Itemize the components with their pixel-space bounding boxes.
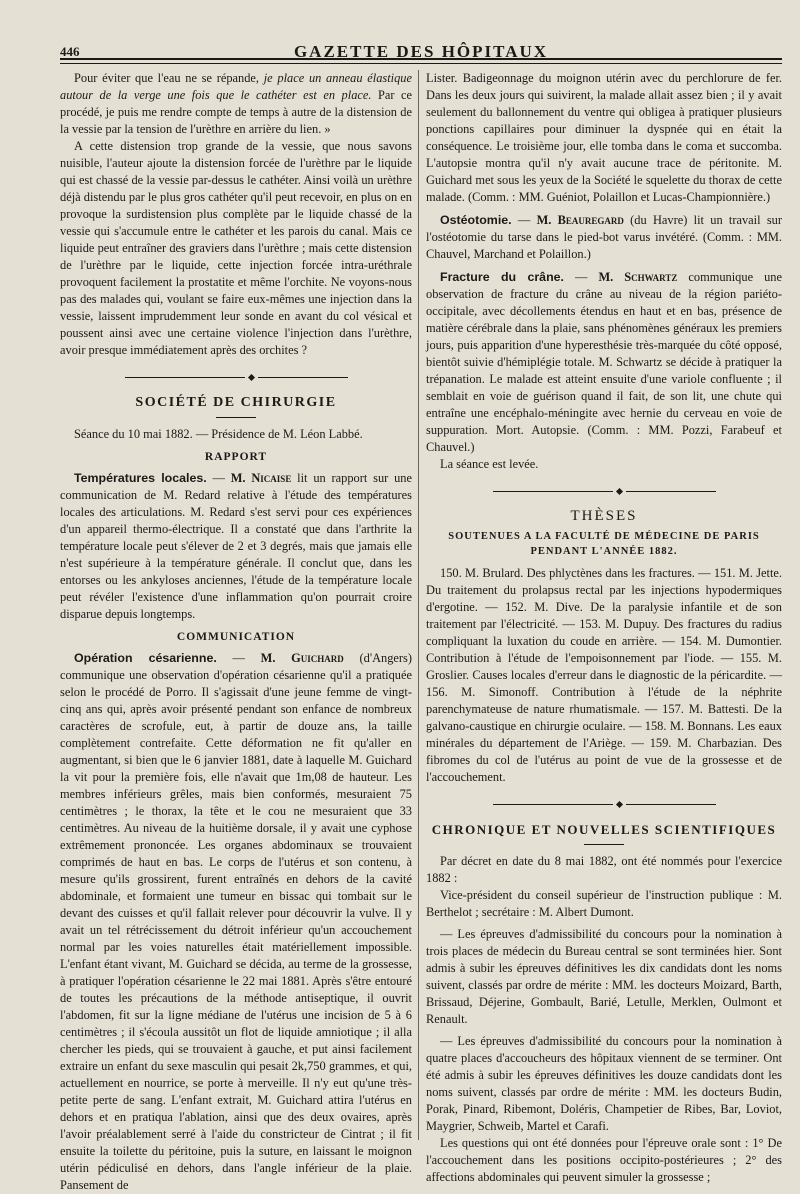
- paragraph-osteotomie: Ostéotomie. — M. Beauregard (du Havre) lit un travail sur l'ostéotomie du tarse dans le pied-bot varus invétéré. (Comm. : MM. Chauvel, Marchand et Polaillon.): [426, 213, 782, 261]
- title-underline: [216, 417, 256, 418]
- paragraph-decret: Par décret en date du 8 mai 1882, ont été nommés pour l'exercice 1882 :: [426, 854, 782, 885]
- header-rule-thin: [60, 63, 782, 64]
- seance-levee: La séance est levée.: [440, 457, 539, 471]
- title-underline: [584, 844, 624, 845]
- paragraph-temperatures: Températures locales. — M. Nicaise lit un rapport sur une communication de M. Redard relative à l'étude des températures locales des articulations. M. Redard s'est servi pour ces expériences d'un appareil thermo-électrique. Il a constaté que dans l'arthrite la température locale peut s'élever de 2 et 3 degrés, mais que jamais elle n'est supérieure à la température générale. Il conclut que, dans les entorses ou les ankyloses anciennes, l'étude de la température locale peut révéler l'existence d'une inflammation qu'on pourrait croire disparue depuis longtemps.: [60, 471, 413, 621]
- column-divider: [418, 70, 419, 1140]
- communication-title: COMMUNICATION: [176, 631, 296, 643]
- rapport-title: RAPPORT: [204, 451, 268, 463]
- paragraph-questions: Les questions qui ont été données pour l'épreuve orale sont : 1° De l'accouchement dans les positions occipito-postérieures ; 2° des affections abdominales qui peuvent simuler la grossesse ;: [426, 1136, 782, 1184]
- session-line: Séance du 10 mai 1882. — Présidence de M. Léon Labbé.: [74, 427, 363, 441]
- paragraph-bureau-central: — Les épreuves d'admissibilité du concours pour la nomination à trois places de médecin du Bureau central se sont terminées hier. Sont admis à subir les épreuves définitives les dix candidats dont les noms suivent, classés par ordre de mérite : MM. les docteurs Moizard, Barth, Brissaud, Déjerine, Gombault, Barié, Letulle, Merklen, Oulmont et Renault.: [426, 927, 782, 1026]
- header-rule: [60, 58, 782, 60]
- theses-title: THÈSES: [570, 508, 638, 524]
- section-ornament: [60, 369, 412, 386]
- journal-title: GAZETTE DES HÔPITAUX: [293, 42, 549, 61]
- chronique-title: CHRONIQUE ET NOUVELLES SCIENTIFIQUES: [431, 822, 777, 837]
- paragraph-fracture: Fracture du crâne. — M. Schwartz communique une observation de fracture du crâne au niveau de la région pariéto-occipitale, avec décollements étendus en haut et en bas, présence de matière cérébrale dans la plaie, sans phénomènes généraux les premiers jours, puis apparition d'une hyperesthésie très-marquée du côté opposé, bientôt suivie d'hémiplégie totale. M. Schwartz se décide à pratiquer la trépanation. Le malade est atteint ensuite d'une variole confluente ; il semblait en voie de guérison quand il fait, de son lit, une chute qui entraîne une encéphalo-méningite avec hernie du cerveau en voie de suppuration. Mort. Autopsie. (Comm. : MM. Pozzi, Farabeuf et Chauvel.): [426, 270, 782, 454]
- page-number: 446: [60, 44, 80, 59]
- theses-subtitle: SOUTENUES A LA FACULTÉ DE MÉDECINE DE PARIS PENDANT L'ANNÉE 1882.: [448, 531, 760, 557]
- right-column: [426, 70, 782, 1186]
- paragraph-distension: A cette distension trop grande de la vessie, que nous savons nuisible, l'auteur ajoute la distension forcée de l'urèthre par le liquide qui est chassé de la vessie par-dessus le cathéter. Ainsi voilà un urèthre déjà distendu par le plus gros cathéter qu'il peut recevoir, en plus on en provoque la surdistension plus complète par le liquide chassé de la vessie qui s'accumule entre le cathéter et les parois du canal. Mais ce liquide peut entraîner des graviers dans l'urèthre ; mais cette distension de l'urèthre par le liquide, cette injection forcée intra-uréthrale provoquent facilement la prostatite et même l'orchite. Ne voyons-nous pas des malades qui, voulant se faire eux-mêmes une injection dans la vessie, laissent imprudemment leur sonde en avant du col vésical et poussent ainsi avec une certaine violence l'injection dans l'urèthre, avoir presque immédiatement après des orchites ?: [60, 139, 412, 357]
- paragraph-lister: Lister. Badigeonnage du moignon utérin avec du perchlorure de fer. Dans les deux jours qui suivirent, la malade allait assez bien ; il y avait seulement du ballonnement du ventre qui obligea à pratiquer plusieurs ponctions capillaires pour diminuer la dyspnée qui en était la conséquence. Le troisième jour, elle tomba dans le coma et succomba. L'autopsie montra qu'il n'y avait aucune trace de péritonite. M. Guichard met sous les yeux de la Société le squelette du thorax de cette malade. (Comm. : MM. Guéniot, Polaillon et Lucas-Championnière.): [426, 71, 782, 204]
- left-column: [60, 70, 412, 1194]
- section-ornament: [426, 483, 782, 500]
- paragraph-cesarienne: Opération césarienne. — M. Guichard (d'Angers) communique une observation d'opération césarienne qu'il a pratiquée selon le procédé de Porro. Il s'agissait d'une jeune femme de vingt-cinq ans qui, après avoir présenté pendant son enfance de nombreux caractères de scrofule, eut, à partir de douze ans, la taille complètement contrefaite. Cette déformation ne fit qu'aller en augmentant, si bien que le 6 janvier 1881, date à laquelle M. Guichard la vit pour la première fois, elle n'avait que 1m,08 de hauteur. Les membres inférieurs grêles, mais bien conformés, mesuraient 75 centimètres ; le thorax, la tête et le cou ne mesuraient que 33 centimètres. Au niveau de la huitième dorsale, il y avait une cyphose extrêmement prononcée. Les organes abdominaux se trouvaient comprimés de haut en bas. Le corps de l'utérus et son contenu, à mesure qu'ils grossirent, furent entraînés en dehors de la cavité abdominale, et formaient une tumeur en bissac qui tombait sur le devant des cuisses et qu'il fallait relever pour découvrir la vulve. Il y avait un tel rétrécissement du détroit inférieur qu'un accouchement normal par les voies naturelles était matériellement impossible. L'enfant étant vivant, M. Guichard se décida, au terme de la grossesse, à pratiquer l'opération césarienne le 22 mai 1881. Après s'être entouré de toutes les précautions de la méthode antiseptique, il ouvrit l'abdomen, fit sur la ligne médiane de l'utérus une incision de 5 à 6 centimètres ; il s'écoula aussitôt un flot de liquide amniotique ; il alla chercher les pieds, qui se trouvaient à gauche, et put ainsi facilement extraire un enfant du sexe masculin qui pesait 2k,750 grammes, et qui, actuellement en nourrice, se porte à merveille. Il n'y eut qu'une très-petite perte de sang. L'enfant extrait, M. Guichard attira l'utérus en dehors et en pratiqua l'ablation, ainsi que des deux ovaires, après l'avoir préalablement serré à l'aide du constricteur de Cintrat ; il fit ensuite la toilette du péritoine, puis la suture, en laissant le moignon utérin pédiculisé en dehors, dans l'angle inférieur de la plaie. Pansement de: [60, 651, 412, 1192]
- paragraph-anneau: Pour éviter que l'eau ne se répande, je place un anneau élastique autour de la verge une fois que le cathéter est en place. Par ce procédé, je puis me rendre compte de temps à autre de la distension de la vessie par la tension de l'urèthre en arrière du lien. »: [60, 71, 412, 136]
- theses-list: 150. M. Brulard. Des phlyctènes dans les fractures. — 151. M. Jette. Du traitement du prolapsus rectal par les injections hypodermiques d'ergotine. — 152. M. Dive. De la paralysie infantile et de son traitement par l'électricité. — 153. M. Dupuy. Des fractures du radius compliquant la luxation du coude en arrière. — 154. M. Dumontier. Contribution à l'étude de l'empoisonnement par l'iode. — 155. M. Groslier. Causes locales d'erreur dans le diagnostic de la péricardite. — 156. M. Simonoff. Contribution à l'étude de la néphrite parenchymateuse de nature rhumatismale. — 157. M. Battesti. De la galvano-caustique en chirurgie oculaire. — 158. M. Bonnans. Les eaux minérales du département de l'Ariège. — 159. M. Charbazian. Des fibromes du col de l'utérus au point de vue de la grossesse et de l'accouchement.: [426, 566, 782, 784]
- society-title: SOCIÉTÉ DE CHIRURGIE: [135, 395, 337, 410]
- paragraph-vice-president: Vice-président du conseil supérieur de l'instruction publique : M. Berthelot ; secrétaire : M. Albert Dumont.: [426, 888, 782, 919]
- section-ornament: [426, 796, 782, 813]
- paragraph-accoucheurs: — Les épreuves d'admissibilité du concours pour la nomination à quatre places d'accoucheurs des hôpitaux viennent de se terminer. Ont été admis à subir les épreuves définitives les douze candidats dont les noms suivent, classés par ordre de mérite : MM. les docteurs Budin, Porak, Pinard, Ribemont, Doléris, Champetier de Ribes, Bar, Loviot, Maygrier, Schweib, Martel et Carafi.: [426, 1034, 782, 1133]
